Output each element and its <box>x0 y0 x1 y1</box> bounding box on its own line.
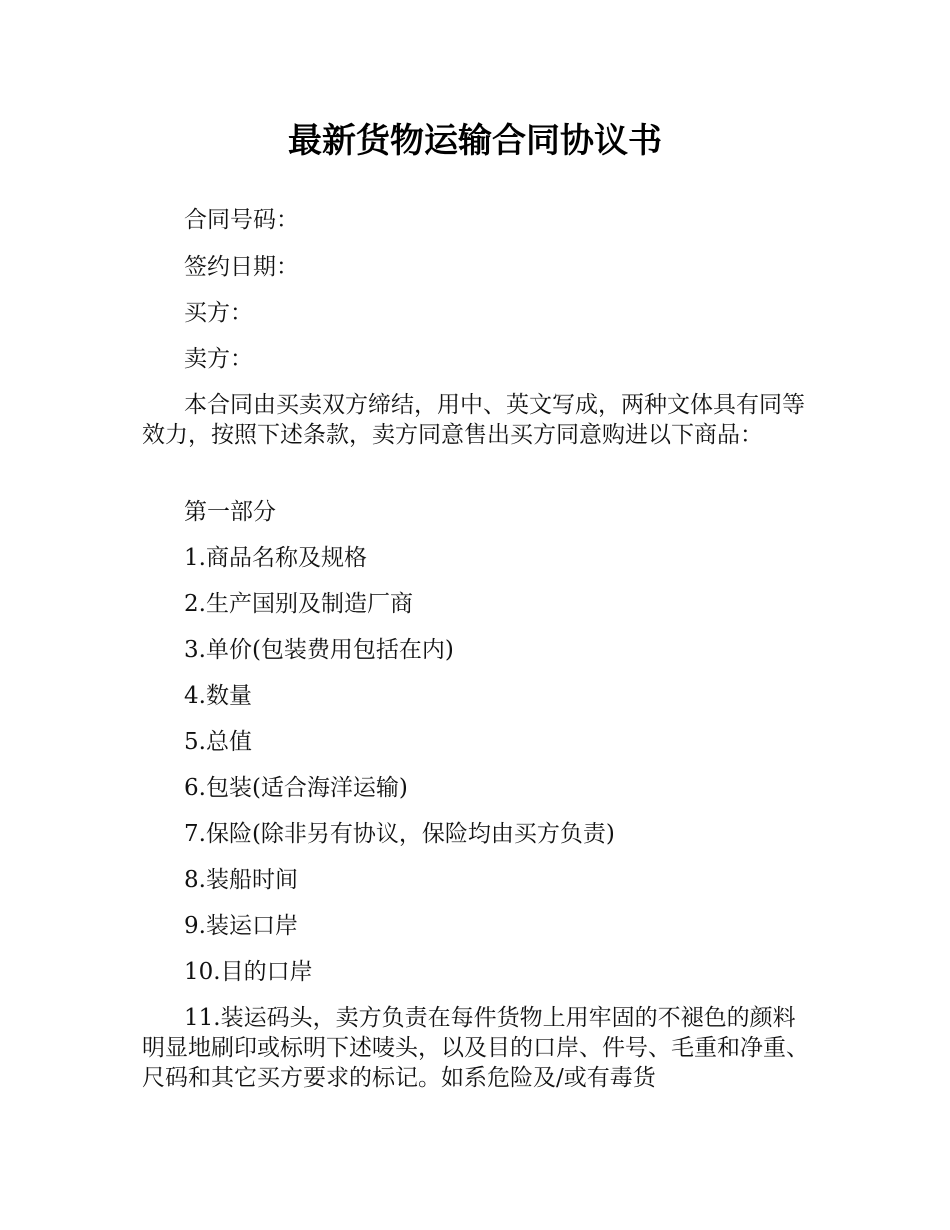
list-item: 1.商品名称及规格 <box>184 545 367 571</box>
part-one-heading: 第一部分 <box>184 499 276 525</box>
item-11-paragraph: 11.装运码头，卖方负责在每件货物上用牢固的不褪色的颜料明显地刷印或标明下述唛头，以及目的口岸、件号、毛重和净重、尺码和其它买方要求的标记。如系危险及/或有毒货 <box>142 1005 809 1091</box>
buyer-field: 买方： <box>184 300 253 326</box>
list-item: 7.保险(除非另有协议，保险均由买方负责) <box>184 821 615 847</box>
list-item: 9.装运口岸 <box>184 913 298 939</box>
list-item: 4.数量 <box>184 683 252 709</box>
list-item: 3.单价(包装费用包括在内) <box>184 637 454 663</box>
list-item: 8.装船时间 <box>184 867 298 893</box>
sign-date-field: 签约日期： <box>184 254 299 280</box>
list-item: 5.总值 <box>184 729 252 755</box>
list-item: 6.包装(适合海洋运输) <box>184 775 408 801</box>
list-item: 10.目的口岸 <box>184 959 313 985</box>
contract-number-field: 合同号码： <box>184 207 299 233</box>
seller-field: 卖方： <box>184 346 253 372</box>
list-item: 2.生产国别及制造厂商 <box>184 591 413 617</box>
document-title: 最新货物运输合同协议书 <box>288 121 662 161</box>
intro-paragraph: 本合同由买卖双方缔结，用中、英文写成，两种文体具有同等效力，按照下述条款，卖方同意售出买方同意购进以下商品： <box>142 392 805 448</box>
